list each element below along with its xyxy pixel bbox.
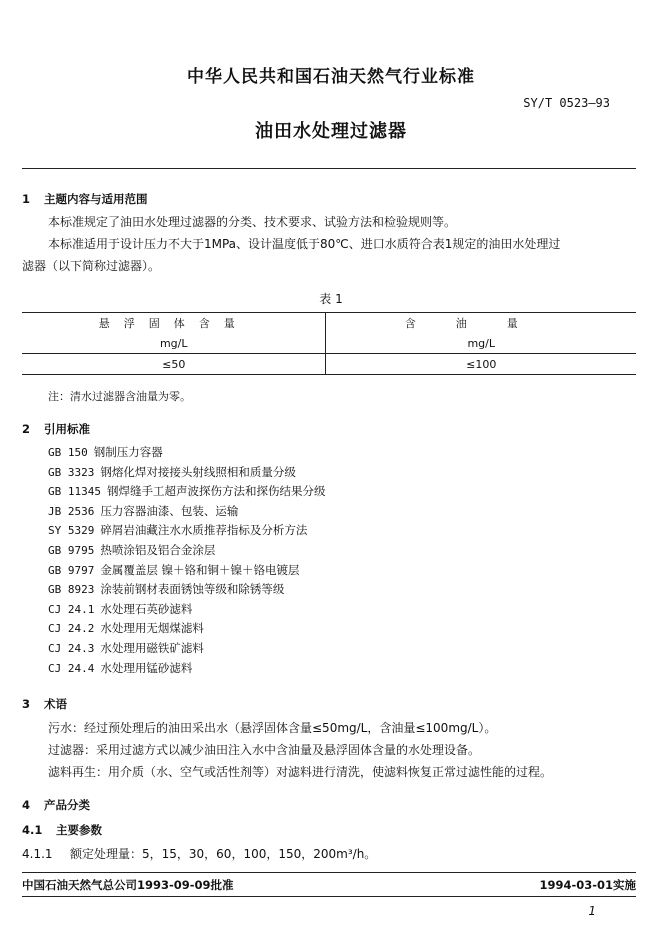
reference-item	[48, 562, 300, 578]
reference-code: GB 11345	[48, 485, 101, 499]
table-1-col1-unit: mg/L	[22, 333, 326, 354]
reference-item	[48, 444, 163, 460]
reference-item	[48, 483, 325, 499]
section-3-title: 术语	[44, 697, 67, 711]
reference-title: 水处理用磁铁矿滤料	[100, 641, 204, 655]
item-4-1-1	[22, 844, 376, 865]
term-regeneration: 滤料再生：用介质（水、空气或活性剂等）对滤料进行清洗，使滤料恢复正常过滤性能的过程。	[48, 765, 553, 779]
section-1-number: 1	[22, 192, 31, 206]
reference-item	[48, 581, 284, 597]
reference-title: 压力容器油漆、包装、运输	[100, 503, 239, 518]
section-2-title: 引用标准	[44, 422, 90, 436]
table-1-col2-value: ≤100	[326, 354, 636, 375]
page-number: 1	[588, 904, 596, 918]
term-sewage: 污水：经过预处理后的油田采出水（悬浮固体含量≤50mg/L，含油量≤100mg/L）。	[48, 721, 497, 735]
table-1-col2-header: 含油量	[326, 313, 636, 334]
item-4-1-1-number: 4.1.1	[22, 847, 53, 861]
section-4-1-heading	[22, 822, 102, 838]
reference-item	[48, 503, 238, 519]
section-4-1-title: 主要参数	[56, 823, 102, 837]
section-2-heading	[22, 421, 90, 437]
section-1-heading	[22, 191, 148, 207]
section-4-number: 4	[22, 798, 31, 812]
footer-rule	[22, 872, 636, 873]
section-3-number: 3	[22, 697, 31, 711]
reference-item	[48, 464, 296, 480]
section-4-heading	[22, 797, 90, 813]
footer-bottom-rule	[22, 896, 636, 897]
reference-item	[48, 542, 215, 558]
reference-code: CJ 24.4	[48, 661, 95, 675]
reference-title: 热喷涂铝及铝合金涂层	[100, 543, 216, 557]
standard-code: SY/T 0523—93	[523, 96, 610, 110]
reference-title: 钢焊缝手工超声波探伤方法和探伤结果分级	[106, 484, 326, 499]
reference-title: 涂装前钢材表面锈蚀等级和除锈等级	[100, 582, 285, 597]
section-3-heading	[22, 696, 67, 712]
reference-item	[48, 620, 204, 636]
section-2-number: 2	[22, 422, 31, 436]
effective-date: 1994-03-01实施	[539, 878, 636, 892]
item-4-1-1-text: 额定处理量：5，15，30，60，100，150，200m³/h。	[70, 847, 377, 861]
reference-title: 水处理用锰砂滤料	[100, 660, 193, 675]
table-1-caption: 表 1	[319, 292, 343, 306]
reference-code: SY 5329	[48, 524, 95, 538]
org-title: 中华人民共和国石油天然气行业标准	[187, 67, 475, 87]
reference-code: GB 150	[48, 446, 88, 459]
reference-title: 金属覆盖层 镍＋铬和铜＋镍＋铬电镀层	[100, 562, 300, 577]
term-filter: 过滤器：采用过滤方式以减少油田注入水中含油量及悬浮固体含量的水处理设备。	[48, 743, 481, 757]
table-1-col2-unit: mg/L	[467, 336, 495, 350]
reference-title: 钢熔化焊对接接头射线照相和质量分级	[100, 464, 296, 479]
reference-code: GB 9797	[48, 563, 95, 577]
table-1-note: 注：清水过滤器含油量为零。	[48, 390, 191, 403]
reference-code: JB 2536	[48, 504, 95, 518]
reference-code: GB 8923	[48, 583, 95, 597]
table-1	[22, 312, 636, 375]
reference-item	[48, 601, 192, 617]
reference-code: CJ 24.1	[48, 602, 95, 616]
reference-item	[48, 522, 307, 538]
reference-code: CJ 24.3	[48, 642, 95, 655]
reference-title: 碎屑岩油藏注水水质推荐指标及分析方法	[100, 523, 308, 538]
section-1-para-1: 本标准规定了油田水处理过滤器的分类、技术要求、试验方法和检验规则等。	[48, 215, 457, 229]
approval-date: 中国石油天然气总公司1993-09-09批准	[22, 878, 234, 892]
reference-code: GB 9795	[48, 544, 95, 557]
table-1-col1-value: ≤50	[22, 354, 326, 375]
reference-code: CJ 24.2	[48, 622, 95, 636]
reference-title: 钢制压力容器	[93, 445, 163, 459]
reference-item	[48, 640, 204, 656]
reference-title: 水处理用无烟煤滤料	[100, 621, 204, 636]
reference-code: GB 3323	[48, 465, 95, 479]
section-1-para-2-line-1: 本标准适用于设计压力不大于1MPa、设计温度低于80℃、进口水质符合表1规定的油田水处理过	[48, 237, 561, 251]
section-4-title: 产品分类	[44, 798, 90, 812]
document-title: 油田水处理过滤器	[255, 121, 407, 142]
reference-item	[48, 660, 192, 676]
section-4-1-number: 4.1	[22, 823, 43, 837]
section-1-title: 主题内容与适用范围	[44, 192, 148, 206]
header-rule	[22, 168, 636, 169]
reference-title: 水处理石英砂滤料	[100, 601, 193, 616]
section-1-para-2-line-2: 滤器（以下简称过滤器）。	[22, 259, 161, 273]
table-1-col1-header: 悬浮固体含量	[22, 313, 326, 334]
